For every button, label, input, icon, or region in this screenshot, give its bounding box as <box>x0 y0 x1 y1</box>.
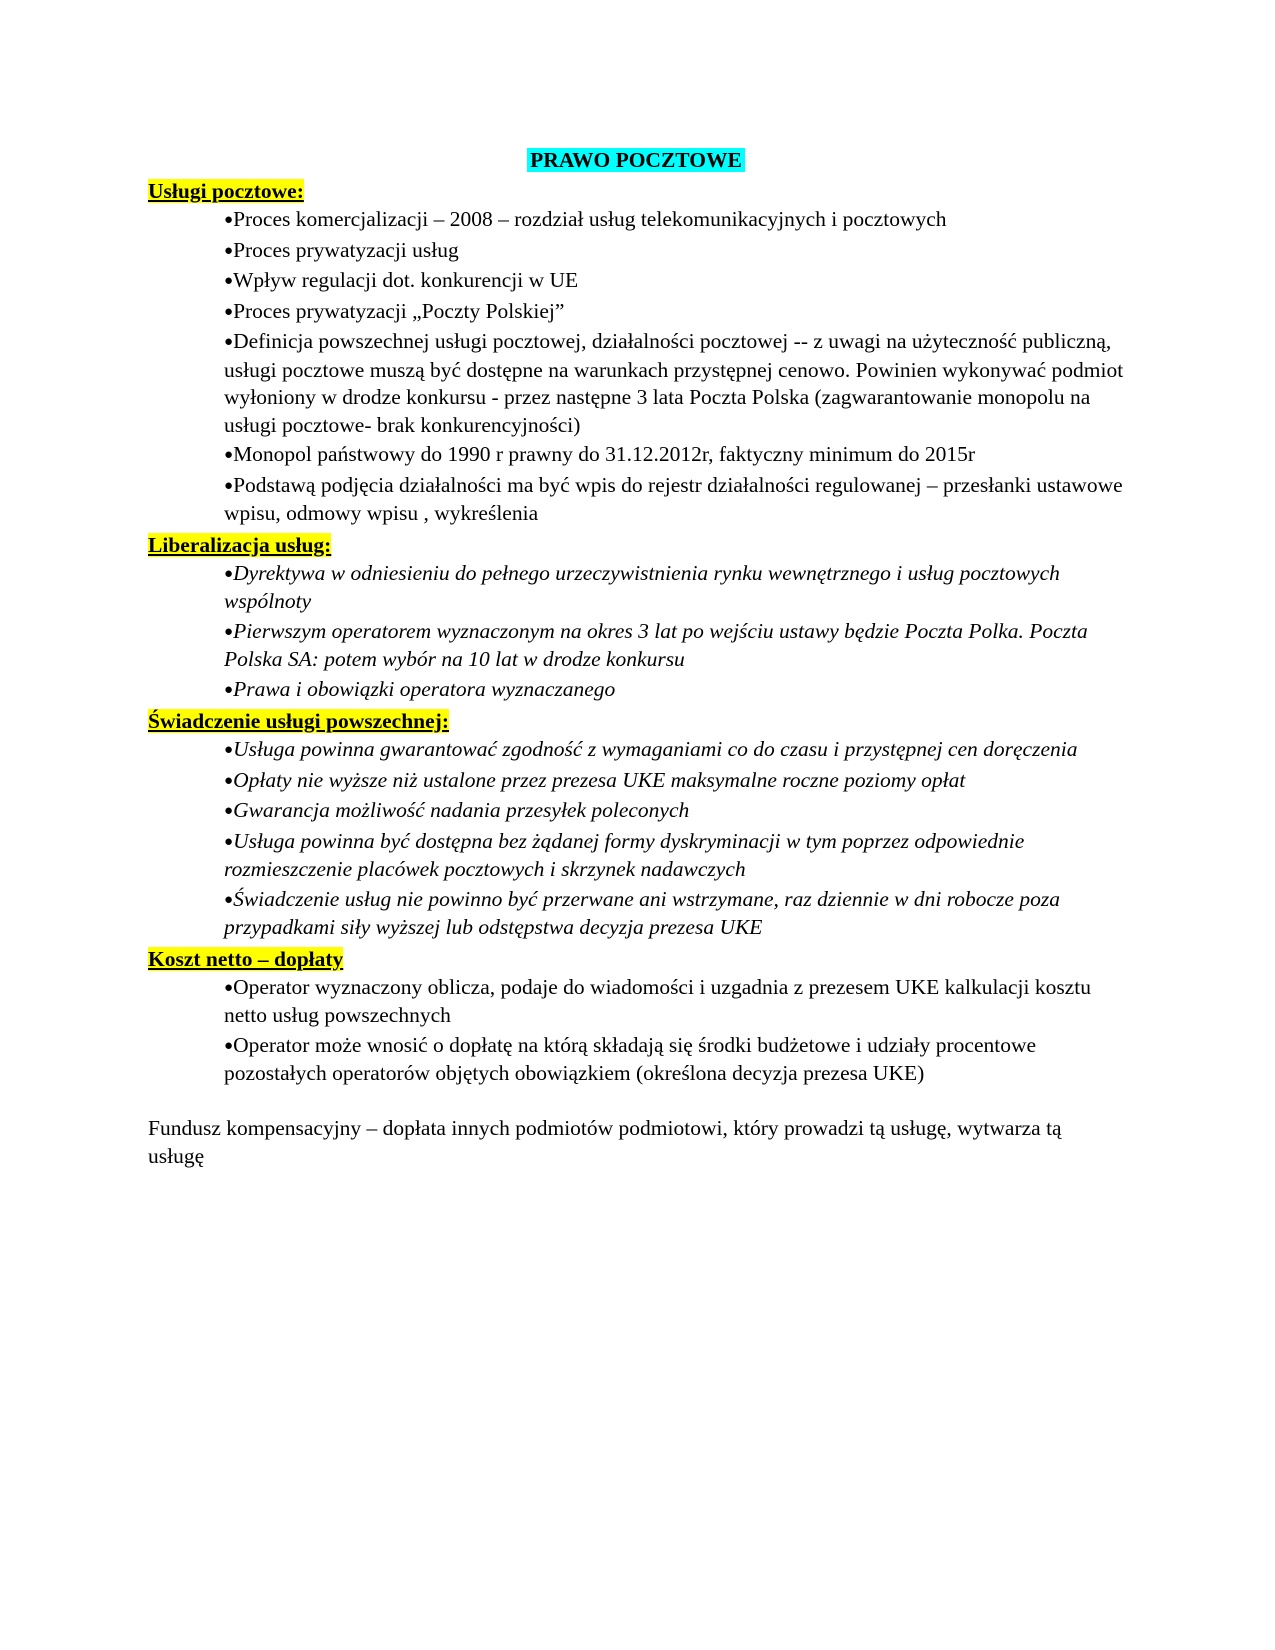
bullet-icon: ● <box>224 833 234 850</box>
list-item: ●Operator wyznaczony oblicza, podaje do wiadomości i uzgadnia z prezesem UKE kalkulacji kosztu netto usług powszechnych <box>224 974 1091 1027</box>
list-item: ●Prawa i obowiązki operatora wyznaczanego <box>224 676 616 701</box>
section-heading-liberalizacja: Liberalizacja usług: <box>148 532 332 557</box>
document-title: PRAWO POCZTOWE <box>527 148 745 172</box>
bullet-icon: ● <box>224 334 234 350</box>
bullet-icon: ● <box>224 742 234 758</box>
section-heading-swiadczenie: Świadczenie usługi powszechnej: <box>148 709 449 733</box>
section-heading-uslugi-pocztowe: Usługi pocztowe: <box>148 179 304 203</box>
section-list-koszt-netto <box>224 974 1124 1088</box>
section-heading-koszt-netto: Koszt netto – dopłaty <box>148 946 344 971</box>
list-item: ●Wpływ regulacji dot. konkurencji w UE <box>224 268 579 292</box>
list-item: ●Usługa powinna gwarantować zgodność z wymaganiami co do czasu i przystępnej cen doręczenia <box>224 737 1078 761</box>
bullet-icon: ● <box>224 565 234 582</box>
bullet-icon: ● <box>224 212 234 228</box>
footer-paragraph: Fundusz kompensacyjny – dopłata innych podmiotów podmiotowi, który prowadzi tą usługę, wytwarza tą usługę <box>148 1115 1062 1168</box>
list-item: ●Dyrektywa w odniesieniu do pełnego urzeczywistnienia rynku wewnętrznego i usług pocztowych wspólnoty <box>224 560 1060 613</box>
list-item: ●Operator może wnosić o dopłatę na którą składają się środki budżetowe i udziały procentowe pozostałych operatorów objętych obowiązkiem (określona decyzja prezesa UKE) <box>224 1032 1037 1085</box>
bullet-icon: ● <box>224 891 234 908</box>
bullet-icon: ● <box>224 477 234 494</box>
bullet-icon: ● <box>224 273 234 289</box>
bullet-icon: ● <box>224 303 234 320</box>
list-item: ●Usługa powinna być dostępna bez żądanej formy dyskryminacji w tym poprzez odpowiednie rozmieszczenie placówek pocztowych i skrzynek nadawczych <box>224 828 1025 881</box>
list-item: ●Proces prywatyzacji usług <box>224 237 459 262</box>
list-item: ●Podstawą podjęcia działalności ma być wpis do rejestr działalności regulowanej – przesłanki ustawowe wpisu, odmowy wpisu , wykreślenia <box>224 472 1123 525</box>
list-item: ●Definicja powszechnej usługi pocztowej, działalności pocztowej -- z uwagi na użyteczność publiczną, usługi pocztowe muszą być dostępne na warunkach przystępnej cenowo. Powinien wykonywać podmiot wyłoniony w drodze konkursu - przez następne 3 lata Poczta Polska (zagwarantowanie monopolu na usługi pocztowe- brak konkurencyjności) <box>224 329 1124 437</box>
document-page <box>148 146 1128 1191</box>
bullet-icon: ● <box>224 1037 234 1054</box>
list-item: ●Proces komercjalizacji – 2008 – rozdział usług telekomunikacyjnych i pocztowych <box>224 207 947 231</box>
section-list-uslugi-pocztowe <box>224 206 1124 528</box>
bullet-icon: ● <box>224 803 234 819</box>
list-item: ●Pierwszym operatorem wyznaczonym na okres 3 lat po wejściu ustawy będzie Poczta Polka. Poczta Polska SA: potem wybór na 10 lat w drodze konkursu <box>224 618 1088 671</box>
bullet-icon: ● <box>224 242 234 259</box>
bullet-icon: ● <box>224 772 234 789</box>
section-list-liberalizacja <box>224 560 1124 705</box>
list-item: ●Gwarancja możliwość nadania przesyłek poleconych <box>224 798 690 822</box>
title-row <box>136 146 1136 174</box>
bullet-icon: ● <box>224 979 234 996</box>
section-list-swiadczenie <box>224 736 1124 942</box>
list-item: ●Proces prywatyzacji „Poczty Polskiej” <box>224 298 565 323</box>
bullet-icon: ● <box>224 681 234 698</box>
bullet-icon: ● <box>224 447 234 463</box>
list-item: ●Monopol państwowy do 1990 r prawny do 31.12.2012r, faktyczny minimum do 2015r <box>224 442 976 466</box>
bullet-icon: ● <box>224 623 234 640</box>
list-item: ●Opłaty nie wyższe niż ustalone przez prezesa UKE maksymalne roczne poziomy opłat <box>224 767 966 792</box>
list-item: ●Świadczenie usług nie powinno być przerwane ani wstrzymane, raz dziennie w dni robocze poza przypadkami siły wyższej lub odstępstwa decyzja prezesa UKE <box>224 886 1060 939</box>
